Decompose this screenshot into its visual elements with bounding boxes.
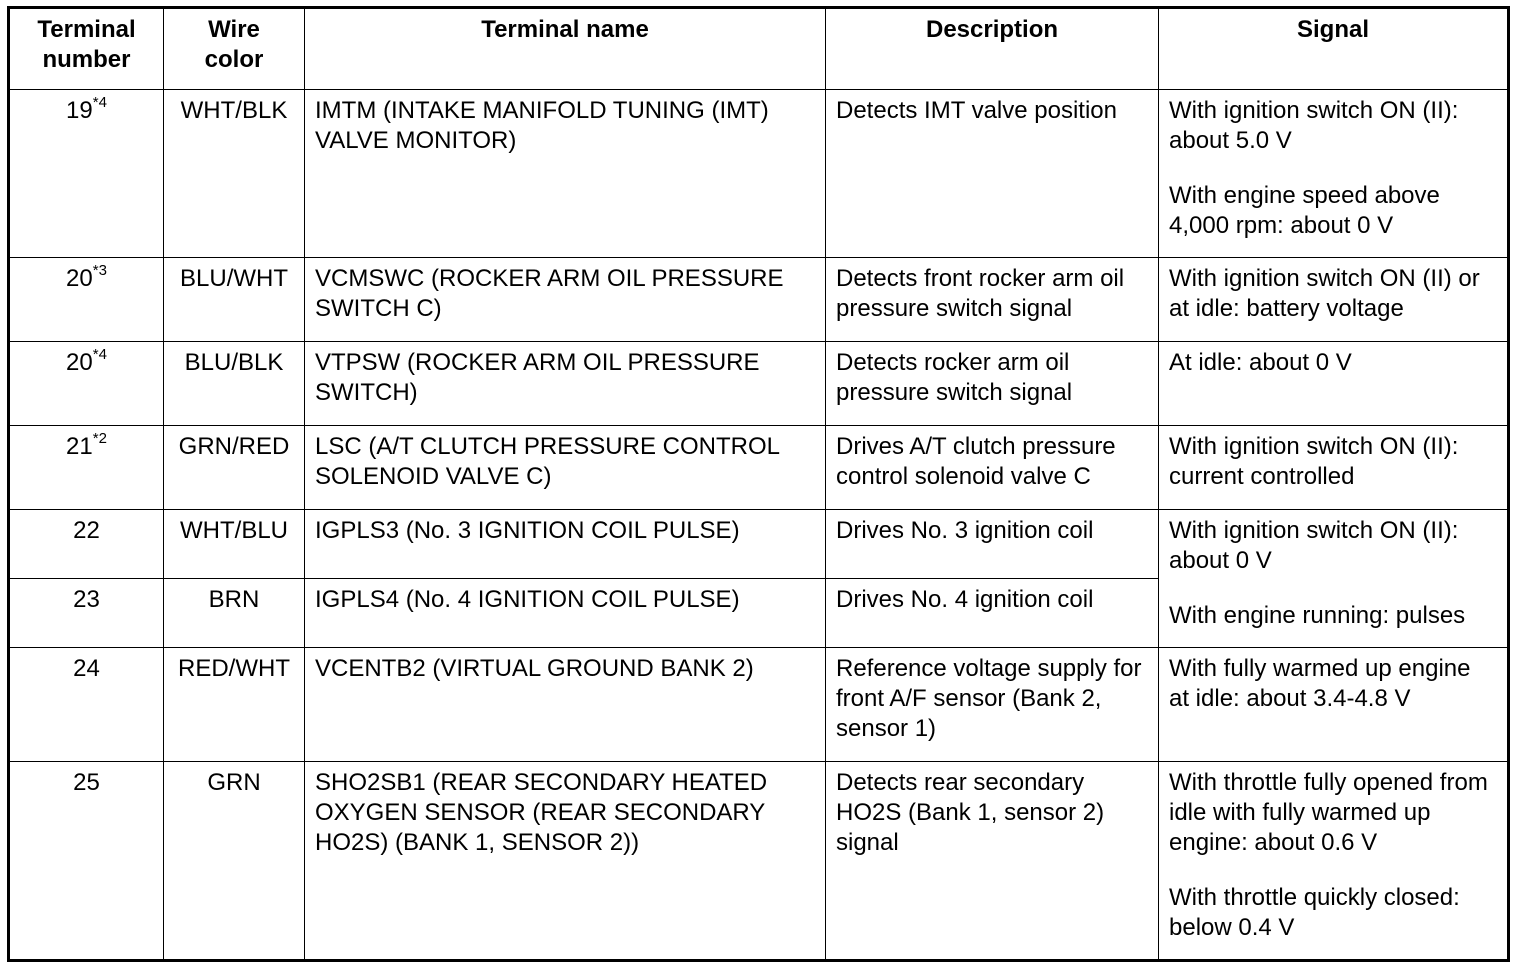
wire-color-cell: RED/WHT	[164, 648, 305, 762]
signal-cell	[1159, 426, 1509, 510]
table-row	[9, 510, 1509, 579]
terminal-number-cell	[9, 762, 164, 961]
wire-color-cell: BLU/BLK	[164, 342, 305, 426]
wire-color-cell: GRN	[164, 762, 305, 961]
terminal-number: 23	[73, 586, 100, 613]
table-row	[9, 90, 1509, 258]
signal-cell	[1159, 762, 1509, 961]
description-cell: Detects rear secondary HO2S (Bank 1, sensor 2) signal	[826, 762, 1159, 961]
description-cell: Detects front rocker arm oil pressure switch signal	[826, 258, 1159, 342]
signal-condition: At idle: about 0 V	[1169, 349, 1352, 376]
terminal-number: 22	[73, 517, 100, 544]
description-cell: Detects IMT valve position	[826, 90, 1159, 258]
signal-condition: With engine running: pulses	[1169, 602, 1466, 629]
terminal-number-cell	[9, 510, 164, 579]
header-row	[9, 8, 1509, 90]
signal-condition: With fully warmed up engine at idle: about 3.4-4.8 V	[1169, 655, 1471, 712]
wire-color-cell: WHT/BLU	[164, 510, 305, 579]
description-cell: Reference voltage supply for front A/F sensor (Bank 2, sensor 1)	[826, 648, 1159, 762]
terminal-number: 19	[66, 97, 93, 124]
terminal-number: 25	[73, 769, 100, 796]
table-row	[9, 342, 1509, 426]
terminal-name-cell: VCENTB2 (VIRTUAL GROUND BANK 2)	[305, 648, 826, 762]
table-row	[9, 762, 1509, 961]
terminal-number-cell	[9, 648, 164, 762]
description-cell: Detects rocker arm oil pressure switch signal	[826, 342, 1159, 426]
terminal-number-cell	[9, 342, 164, 426]
signal-condition: With ignition switch ON (II): about 5.0 V	[1169, 97, 1459, 154]
signal-condition: With ignition switch ON (II) or at idle: battery voltage	[1169, 265, 1480, 322]
terminal-table	[7, 6, 1510, 962]
table-row	[9, 648, 1509, 762]
signal-condition: With engine speed above 4,000 rpm: about 0 V	[1169, 182, 1440, 239]
description-cell: Drives No. 3 ignition coil	[826, 510, 1159, 579]
signal-condition: With ignition switch ON (II): about 0 V	[1169, 517, 1459, 574]
terminal-footnote-mark: *2	[92, 430, 107, 447]
terminal-number: 24	[73, 655, 100, 682]
terminal-number: 20	[66, 349, 93, 376]
description-cell: Drives A/T clutch pressure control solenoid valve C	[826, 426, 1159, 510]
signal-cell	[1159, 510, 1509, 648]
terminal-name-cell: VCMSWC (ROCKER ARM OIL PRESSURE SWITCH C)	[305, 258, 826, 342]
header-terminal-number: Terminal number	[9, 8, 164, 90]
table-body	[9, 90, 1509, 961]
table-row	[9, 258, 1509, 342]
terminal-footnote-mark: *3	[92, 262, 107, 279]
signal-cell	[1159, 90, 1509, 258]
terminal-name-cell: SHO2SB1 (REAR SECONDARY HEATED OXYGEN SENSOR (REAR SECONDARY HO2S) (BANK 1, SENSOR 2))	[305, 762, 826, 961]
terminal-name-cell: IGPLS4 (No. 4 IGNITION COIL PULSE)	[305, 579, 826, 648]
header-terminal-name: Terminal name	[305, 8, 826, 90]
terminal-name-cell: IGPLS3 (No. 3 IGNITION COIL PULSE)	[305, 510, 826, 579]
header-description: Description	[826, 8, 1159, 90]
terminal-number: 21	[66, 433, 93, 460]
signal-cell	[1159, 258, 1509, 342]
signal-condition: With throttle fully opened from idle with fully warmed up engine: about 0.6 V	[1169, 769, 1488, 856]
description-cell: Drives No. 4 ignition coil	[826, 579, 1159, 648]
terminal-number-cell	[9, 426, 164, 510]
terminal-number-cell	[9, 579, 164, 648]
header-signal: Signal	[1159, 8, 1509, 90]
terminal-footnote-mark: *4	[92, 94, 107, 111]
wire-color-cell: WHT/BLK	[164, 90, 305, 258]
table-row	[9, 426, 1509, 510]
terminal-name-cell: LSC (A/T CLUTCH PRESSURE CONTROL SOLENOID VALVE C)	[305, 426, 826, 510]
terminal-name-cell: IMTM (INTAKE MANIFOLD TUNING (IMT) VALVE MONITOR)	[305, 90, 826, 258]
wire-color-cell: GRN/RED	[164, 426, 305, 510]
signal-condition: With ignition switch ON (II): current controlled	[1169, 433, 1459, 490]
terminal-number-cell	[9, 90, 164, 258]
terminal-name-cell: VTPSW (ROCKER ARM OIL PRESSURE SWITCH)	[305, 342, 826, 426]
wire-color-cell: BLU/WHT	[164, 258, 305, 342]
terminal-number: 20	[66, 265, 93, 292]
wire-color-cell: BRN	[164, 579, 305, 648]
signal-condition: With throttle quickly closed: below 0.4 V	[1169, 884, 1460, 941]
signal-cell	[1159, 648, 1509, 762]
terminal-number-cell	[9, 258, 164, 342]
header-wire-color: Wire color	[164, 8, 305, 90]
signal-cell	[1159, 342, 1509, 426]
terminal-footnote-mark: *4	[92, 346, 107, 363]
